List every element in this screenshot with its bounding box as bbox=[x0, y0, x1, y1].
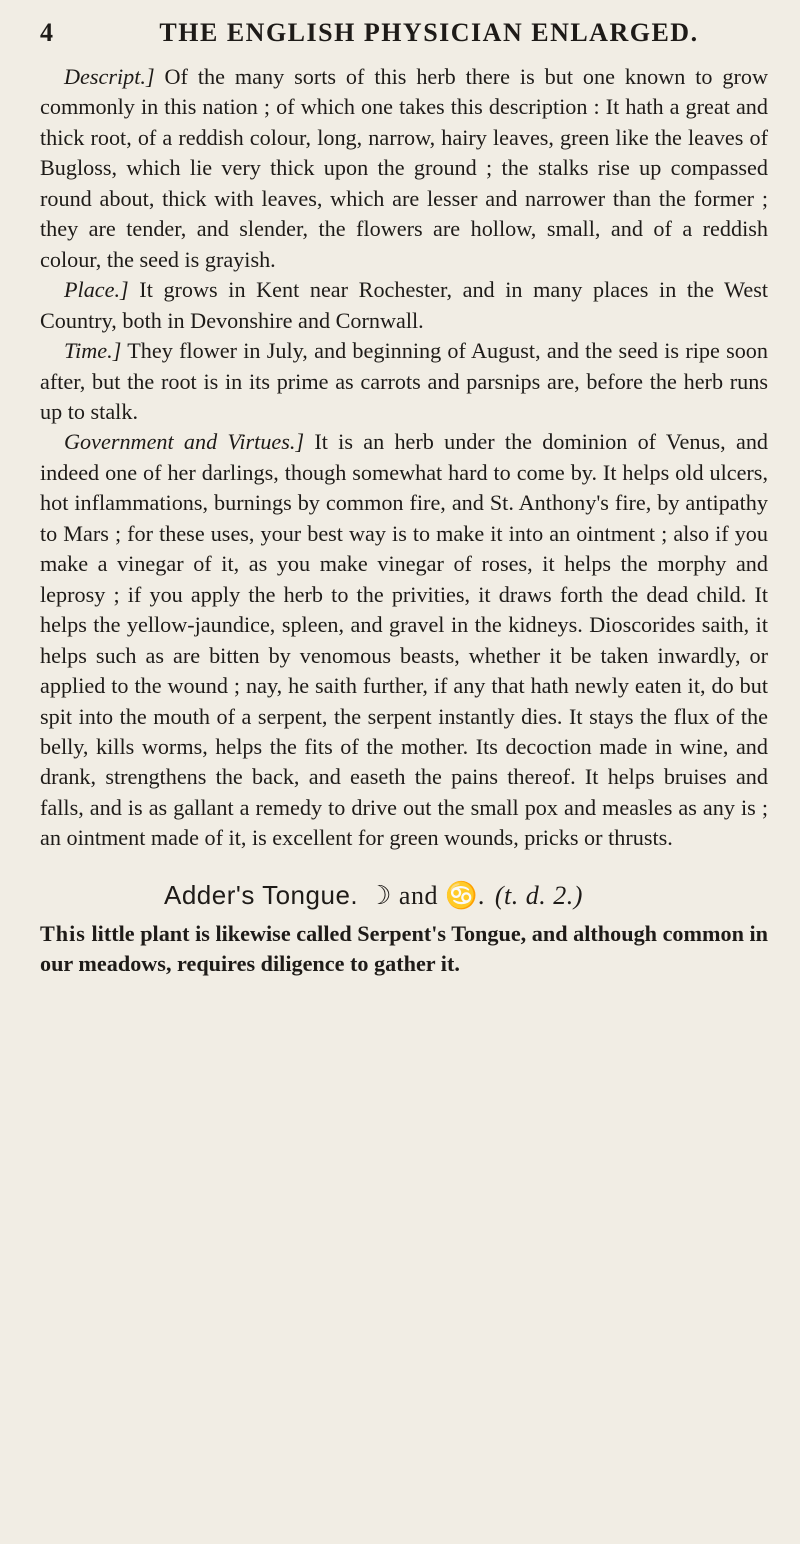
entry-heading bbox=[40, 880, 768, 911]
section-label: Government and Virtues.] bbox=[64, 429, 305, 455]
entry-reference: (t. d. 2.) bbox=[494, 880, 583, 910]
section-text: Of the many sorts of this herb there is but one known to grow commonly in this nation ; of which one takes this description : It hath a great and thick root, of a reddish colour, long, narrow, hairy leaves, green like the leaves of Bugloss, which lie very thick upon the ground ; the stalks rise up compassed round about, thick with leaves, which are lesser and narrower than the former ; they are tender, and slender, the flowers are hollow, small, and of a reddish colour, the seed is grayish. bbox=[40, 64, 768, 272]
running-head bbox=[40, 18, 768, 62]
page-number: 4 bbox=[40, 18, 54, 47]
running-title: THE ENGLISH PHYSICIAN ENLARGED. bbox=[159, 18, 699, 47]
place-paragraph bbox=[40, 275, 768, 336]
time-paragraph bbox=[40, 336, 768, 427]
section-label: Place.] bbox=[64, 277, 129, 303]
section-label: Time.] bbox=[64, 338, 122, 364]
description-paragraph bbox=[40, 62, 768, 275]
section-text: It is an herb under the dominion of Venus, and indeed one of her darlings, though somewhat hard to come by. It helps old ulcers, hot inflammations, burnings by common fire, and St. Anthony's fire, by antipathy to Mars ; for these uses, your best way is to make it into an ointment ; also if you make a vinegar of it, as you make vinegar of roses, it helps the morphy and leprosy ; if you apply the herb to the privities, it draws forth the dead child. It helps the yellow-jaundice, spleen, and gravel in the kidneys. Dioscorides saith, it helps such as are bitten by venomous beasts, whether it be taken inwardly, or applied to the wound ; nay, he saith further, if any that hath newly eaten it, do but spit into the mouth of a serpent, the serpent instantly dies. It stays the flux of the belly, kills worms, helps the fits of the mother. Its decoction made in wine, and drank, strengthens the back, and easeth the pains thereof. It helps bruises and falls, and is as gallant a remedy to drive out the small pox and measles as any is ; an ointment made of it, is excellent for green wounds, pricks or thrusts. bbox=[40, 429, 769, 851]
astrological-marks: ☽ and ♋. bbox=[368, 880, 485, 910]
section-text: It grows in Kent near Rochester, and in many places in the West Country, both in Devonshire and Cornwall. bbox=[40, 277, 768, 333]
section-text: They flower in July, and beginning of August, and the seed is ripe soon after, but the root is in its prime as carrots and parsnips are, before the herb runs up to stalk. bbox=[40, 338, 768, 424]
herb-description-body bbox=[40, 62, 768, 854]
section-label: Descript.] bbox=[64, 64, 155, 89]
entry-intro bbox=[40, 919, 768, 980]
intro-text: little plant is likewise called Serpent's Tongue, and although common in our meadows, requires diligence to gather it. bbox=[40, 920, 768, 977]
entry-title: Adder's Tongue. bbox=[164, 879, 359, 910]
virtues-paragraph bbox=[40, 427, 768, 853]
intro-first-word: This bbox=[40, 920, 86, 946]
book-page bbox=[40, 18, 768, 980]
